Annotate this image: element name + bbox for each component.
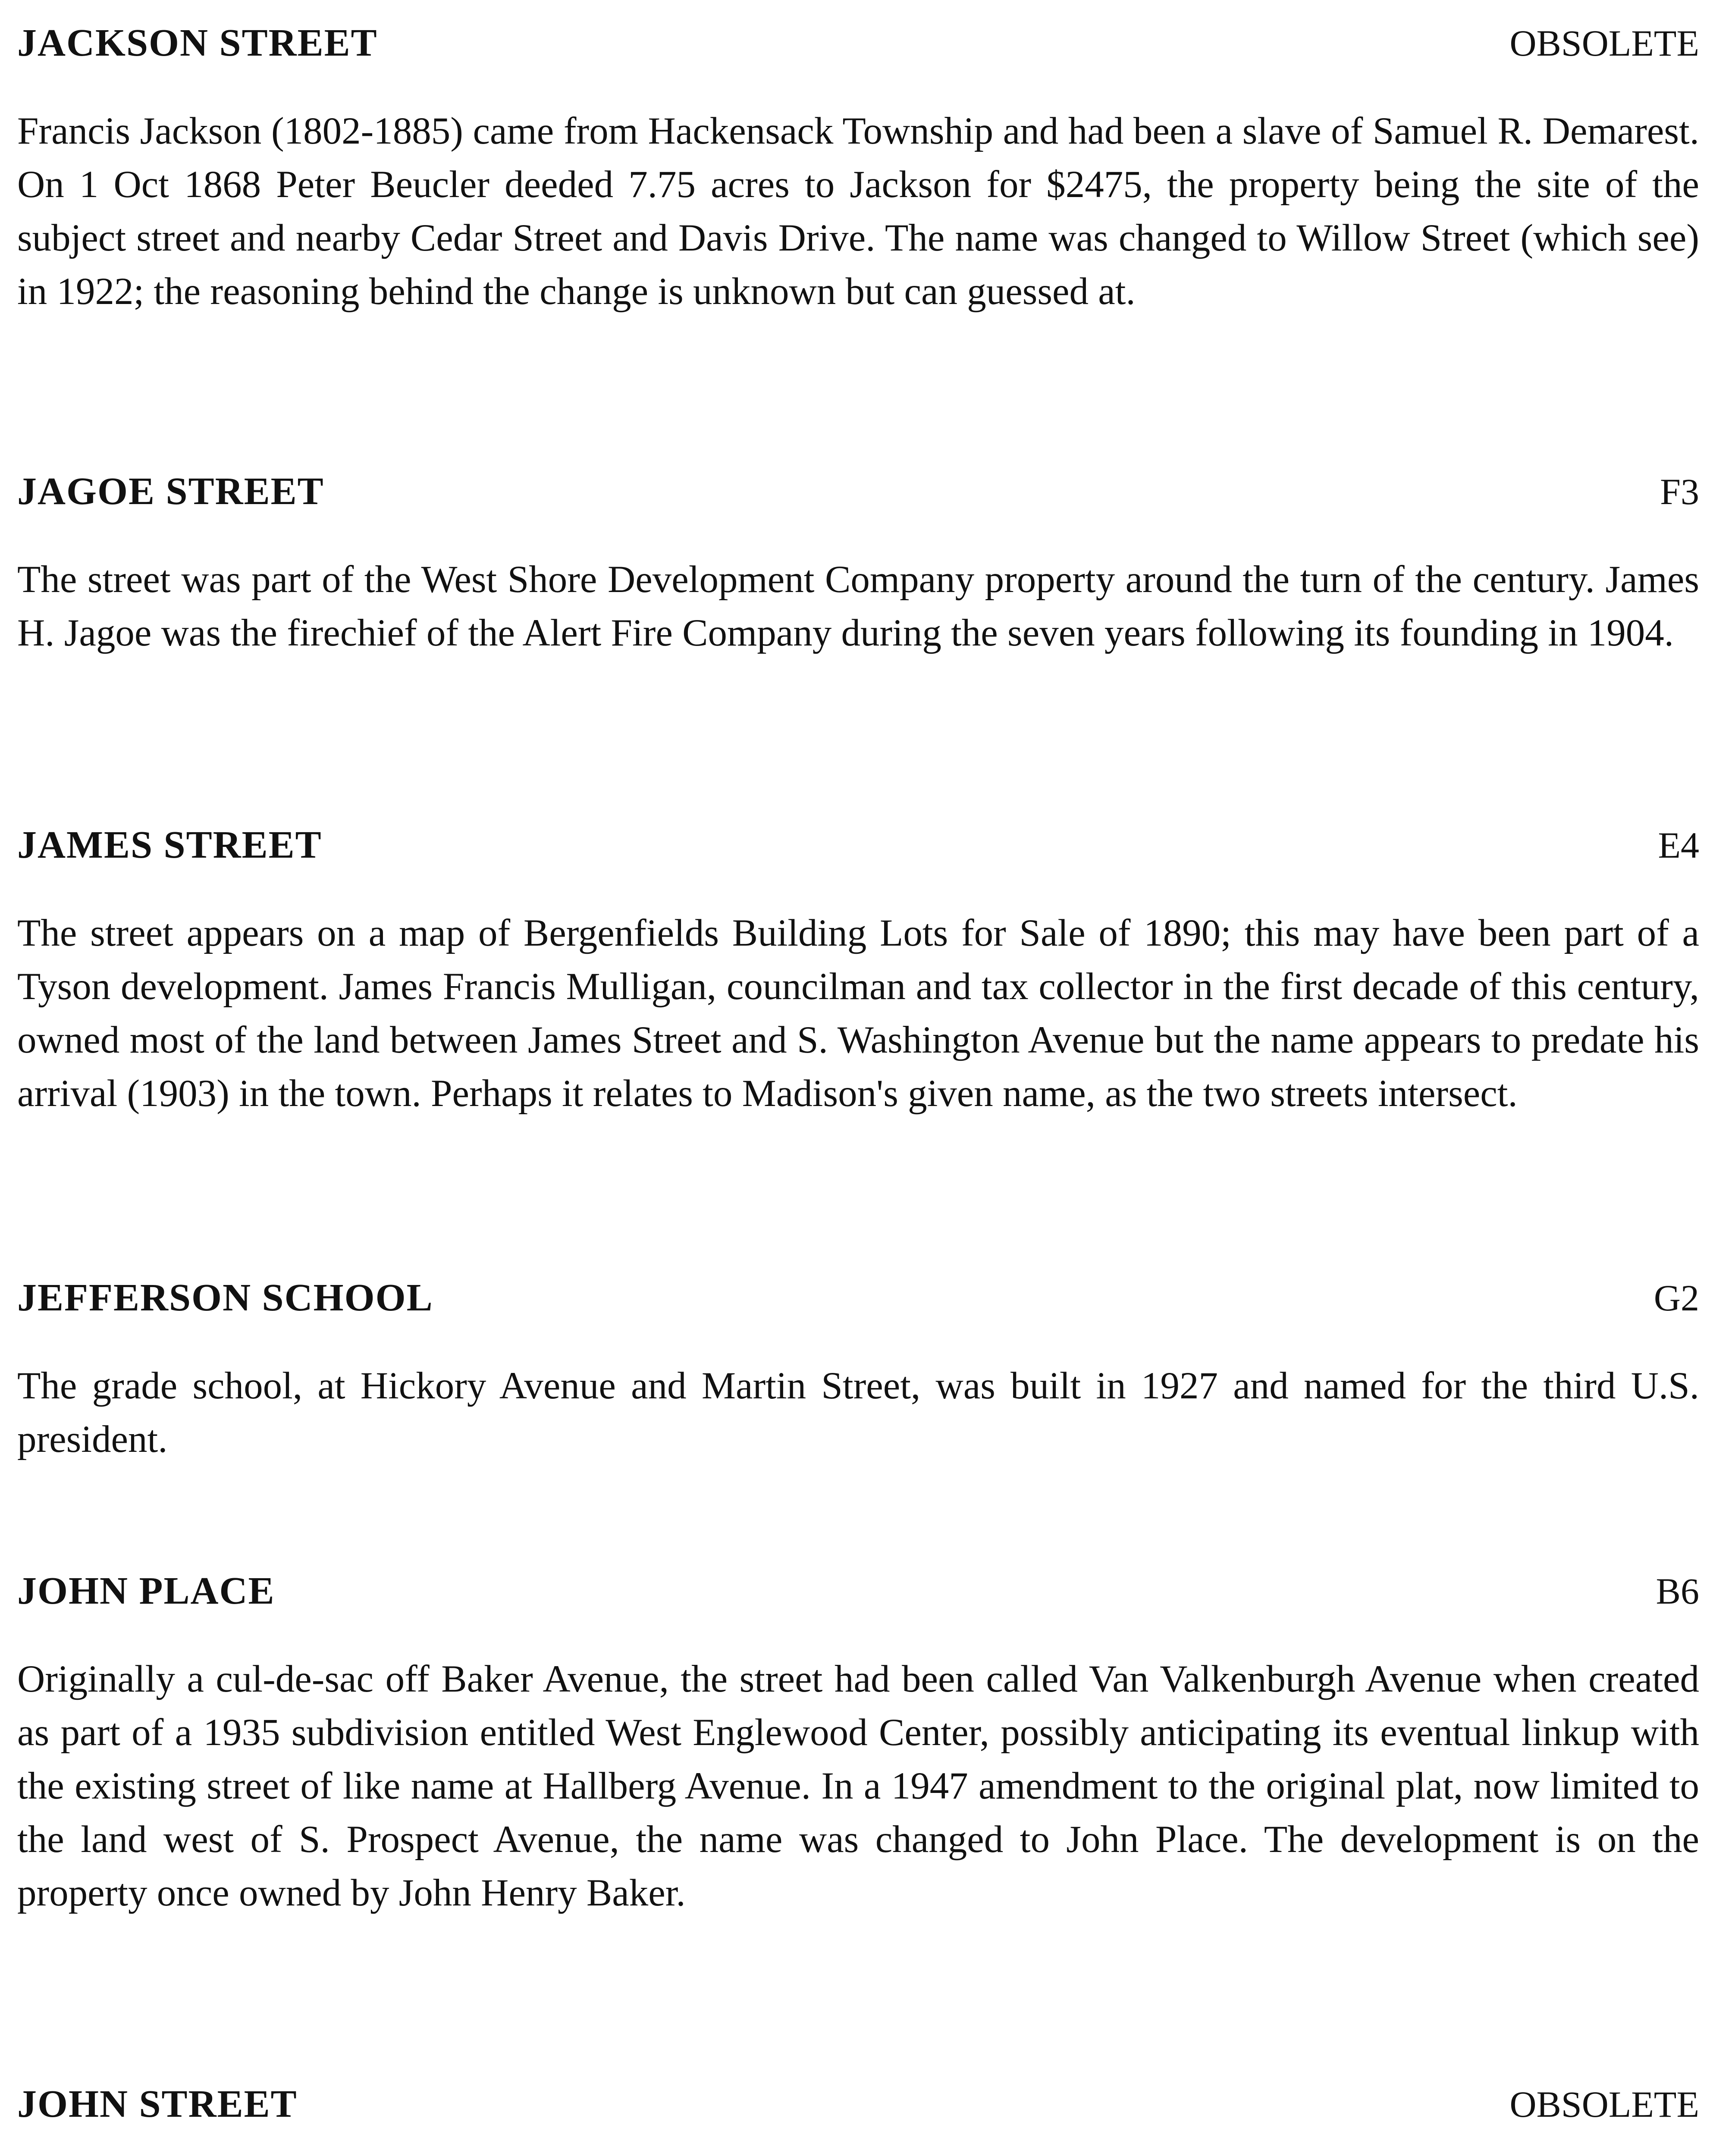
entry-map-code: F3 — [1660, 471, 1699, 512]
entry-header — [17, 466, 1699, 517]
document-page — [17, 17, 1699, 2156]
entry-header — [17, 1565, 1699, 1617]
entry-title: JEFFERSON SCHOOL — [17, 1276, 433, 1319]
entry-description: Francis Jackson (1802-1885) came from Hackensack Township and had been a slave of Samuel R. Demarest. On 1 Oct 1868 Peter Beucler deeded 7.75 acres to Jackson for $2475, the property being the site of the subject street and nearby Cedar Street and Davis Drive. The name was changed to Willow Street (which see) in 1922; the reasoning behind the change is unknown but can guessed at. — [17, 110, 1699, 313]
entry-title: JAGOE STREET — [17, 470, 324, 513]
entry-description: Originally a cul-de-sac off Baker Avenue, the street had been called Van Valkenburgh Avenue when created as part of a 1935 subdivision entitled West Englewood Center, possibly anticipating its eventual linkup with the existing street of like name at Hallberg Avenue. In a 1947 amendment to the original plat, now limited to the land west of S. Prospect Avenue, the name was changed to John Place. The development is on the property once owned by John Henry Baker. — [17, 1658, 1699, 1914]
entry-john-street — [17, 2078, 1699, 2156]
entry-description: The street appears on a map of Bergenfields Building Lots for Sale of 1890; this may have been part of a Tyson development. James Francis Mulligan, councilman and tax collector in the first decade of this century, owned most of the land between James Street and S. Washington Avenue but the name appears to predate his arrival (1903) in the town. Perhaps it relates to Madison's given name, as the two streets intersect. — [17, 912, 1699, 1115]
entry-title: JAMES STREET — [17, 824, 322, 866]
entry-title: JOHN STREET — [17, 2083, 298, 2125]
entry-map-code: OBSOLETE — [1509, 2084, 1699, 2125]
entry-header — [17, 17, 1699, 69]
entry-jefferson-school — [17, 1272, 1699, 1466]
entry-jagoe-street — [17, 466, 1699, 660]
entry-jackson-street — [17, 17, 1699, 318]
entry-header — [17, 1272, 1699, 1324]
entry-title: JACKSON STREET — [17, 22, 378, 64]
entry-header — [17, 2078, 1699, 2130]
entry-john-place — [17, 1565, 1699, 1920]
entry-description: The grade school, at Hickory Avenue and Martin Street, was built in 1927 and named for the third U.S. president. — [17, 1365, 1699, 1460]
entry-map-code: B6 — [1656, 1570, 1699, 1612]
entry-map-code: OBSOLETE — [1509, 22, 1699, 64]
entry-james-street — [17, 819, 1699, 1120]
entry-description: The street was part of the West Shore Development Company property around the turn of the century. James H. Jagoe was the firechief of the Alert Fire Company during the seven years following its founding in 1904. — [17, 558, 1699, 654]
entry-map-code: E4 — [1658, 824, 1699, 866]
entry-header — [17, 819, 1699, 871]
entry-title: JOHN PLACE — [17, 1570, 275, 1612]
entry-map-code: G2 — [1653, 1277, 1699, 1319]
